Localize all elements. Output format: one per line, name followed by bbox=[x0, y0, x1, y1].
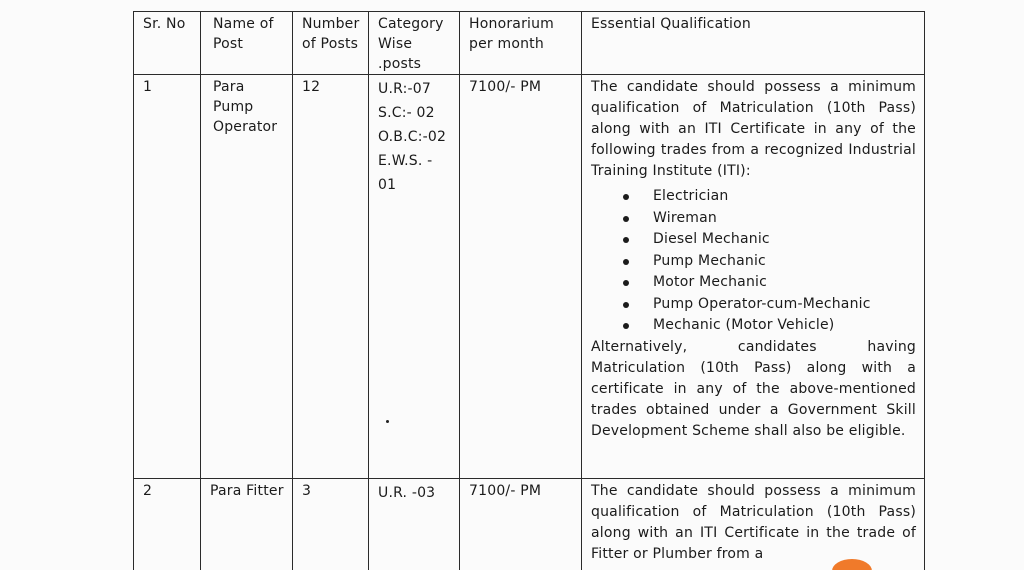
cell-categories bbox=[369, 479, 460, 570]
cell-number-of-posts: 12 bbox=[293, 75, 369, 479]
cell-honorarium: 7100/- PM bbox=[460, 479, 582, 570]
header-number-of-posts: Number of Posts bbox=[293, 12, 369, 75]
qualification-alternative: Alternatively, candidates having Matriculation (10th Pass) along with a certificate in any of the above-mentioned trades obtained under a Government Skill Development Scheme shall also be eligible. bbox=[591, 338, 916, 439]
cell-sr-no: 2 bbox=[134, 479, 201, 570]
header-name-of-post: Name of Post bbox=[201, 12, 293, 75]
cell-name-of-post: Para Fitter bbox=[201, 479, 293, 570]
table-row bbox=[134, 479, 925, 570]
header-sr-no: Sr. No bbox=[134, 12, 201, 75]
trades-list bbox=[591, 186, 916, 337]
list-item: Wireman bbox=[621, 208, 916, 230]
category-line: S.C:- 02 bbox=[378, 105, 435, 121]
cell-categories bbox=[369, 75, 460, 479]
category-line: U.R:-07 bbox=[378, 81, 431, 97]
list-item: Motor Mechanic bbox=[621, 272, 916, 294]
cell-qualification bbox=[582, 75, 925, 479]
stray-dot-mark bbox=[386, 420, 389, 423]
table-header-row bbox=[134, 12, 925, 75]
header-honorarium: Honorarium per month bbox=[460, 12, 582, 75]
category-line: 01 bbox=[378, 177, 397, 193]
list-item: Mechanic (Motor Vehicle) bbox=[621, 315, 916, 337]
category-line: U.R. -03 bbox=[378, 485, 436, 501]
cell-name-of-post: Para Pump Operator bbox=[201, 75, 293, 479]
cell-number-of-posts: 3 bbox=[293, 479, 369, 570]
header-category-wise: Category Wise .posts bbox=[369, 12, 460, 75]
posts-table bbox=[133, 11, 925, 570]
table-row bbox=[134, 75, 925, 479]
category-line: O.B.C:-02 bbox=[378, 129, 447, 145]
cell-sr-no: 1 bbox=[134, 75, 201, 479]
list-item: Pump Operator-cum-Mechanic bbox=[621, 294, 916, 316]
category-line: E.W.S. - bbox=[378, 153, 433, 169]
qualification-intro: The candidate should possess a minimum qualification of Matriculation (10th Pass) along with an ITI Certificate in any of the following trades from a recognized Industrial Training Institute (ITI): bbox=[591, 79, 916, 179]
header-qualification: Essential Qualification bbox=[582, 12, 925, 75]
list-item: Diesel Mechanic bbox=[621, 229, 916, 251]
cell-qualification bbox=[582, 479, 925, 570]
list-item: Electrician bbox=[621, 186, 916, 208]
cell-honorarium: 7100/- PM bbox=[460, 75, 582, 479]
qualification-intro: The candidate should possess a minimum qualification of Matriculation (10th Pass) along with an ITI Certificate in the trade of Fitter or Plumber from a bbox=[591, 483, 916, 562]
list-item: Pump Mechanic bbox=[621, 251, 916, 273]
